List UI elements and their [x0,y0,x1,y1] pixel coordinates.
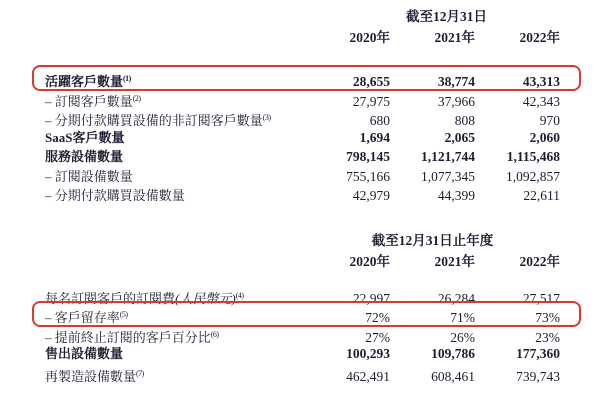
year-col-2020: 2020年 [349,30,390,45]
row-value-2020: 1,694 [359,129,390,145]
row-value-2021: 37,966 [437,93,475,109]
year-col-2022: 2022年 [519,30,560,45]
row-value-2021: 608,461 [431,368,475,384]
section-rows [45,286,560,384]
row-value-2022: 739,743 [516,368,560,384]
table-row [45,305,560,325]
row-value-2020: 798,145 [346,149,390,164]
row-label: 服務設備數量 [45,149,124,164]
row-value-2021: 109,786 [431,346,475,361]
row-value-2021: 1,121,744 [421,149,475,164]
row-value-2020: 28,655 [352,74,390,89]
table-row [45,147,560,167]
year-header-row [45,29,560,47]
row-value-2022: 73% [535,310,560,325]
table-section [45,8,560,206]
row-value-2022: 22,611 [523,188,560,203]
row-value-2022: 23% [535,329,560,345]
section-caption-row [45,8,560,25]
footnote-marker: (3) [262,113,271,122]
row-value-2021: 26% [450,329,475,345]
row-label: 售出設備數量 [45,346,124,361]
section-caption-row [45,232,560,249]
table-row [45,325,560,345]
footnote-marker: (6) [210,329,219,339]
table-row [45,186,560,206]
row-value-2022: 1,092,857 [506,168,560,184]
row-value-2021: 1,077,345 [421,168,475,184]
row-label: 活躍客戶數量$^{(1)}$ [45,74,131,89]
row-value-2022: 42,343 [522,93,560,109]
row-value-2022: 177,360 [516,346,560,361]
row-value-2022: 43,313 [522,74,560,89]
year-col-2021: 2021年 [434,30,475,45]
row-value-2021: 38,774 [437,74,475,89]
year-header-row [45,253,560,271]
table-row [45,364,560,384]
row-value-2022: 970 [539,113,560,128]
row-value-2020: 72% [365,310,390,325]
row-value-2020: 27,975 [352,93,390,109]
year-col-2022: 2022年 [519,253,560,269]
row-value-2022: 2,060 [529,129,560,145]
row-label: 每名訂閱客戶的訂閱費(人民幣元)$^{(4)}$ [45,290,244,306]
year-col-2021: 2021年 [434,253,475,269]
table-row [45,108,560,128]
row-label: – 分期付款購買設備的非訂閱客戶數量$^{(3)}$ [45,113,271,128]
row-label: – 客戶留存率$^{(5)}$ [45,310,128,325]
footnote-marker: (1) [123,74,131,83]
row-value-2021: 71% [450,310,475,325]
section-caption: 截至12月31日 [406,9,487,24]
row-value-2021: 808 [454,113,475,128]
row-value-2020: 42,979 [352,188,390,203]
table-row [45,167,560,187]
row-label: – 訂閱設備數量 [45,168,133,184]
row-label: 再製造設備數量$^{(7)}$ [45,368,144,384]
footnote-marker: (7) [136,368,144,378]
footnote-marker: (5) [119,310,128,319]
row-value-2022: 27,517 [522,290,560,306]
report-table [45,8,560,383]
table-row [45,89,560,109]
row-value-2021: 44,399 [437,188,475,203]
table-row [45,286,560,306]
table-section [45,232,560,384]
row-value-2020: 22,997 [352,290,390,306]
footnote-marker: (2) [132,93,141,103]
table-row [45,128,560,148]
row-label: SaaS客戶數量 [45,129,125,145]
table-row [45,344,560,364]
section-rows [45,69,560,206]
row-value-2020: 27% [365,329,390,345]
row-value-2021: 26,284 [437,290,475,306]
row-label: – 訂閱客戶數量$^{(2)}$ [45,93,141,109]
section-caption: 截至12月31日止年度 [371,232,494,248]
row-value-2020: 680 [369,113,390,128]
row-label: – 提前終止訂閱的客戶百分比$^{(6)}$ [45,329,219,345]
row-value-2020: 100,293 [346,346,390,361]
row-value-2022: 1,115,468 [506,149,560,164]
year-col-2020: 2020年 [349,253,390,269]
row-value-2021: 2,065 [444,129,475,145]
row-value-2020: 462,491 [346,368,390,384]
footnote-marker: (4) [235,290,244,300]
row-value-2020: 755,166 [346,168,390,184]
table-row [45,69,560,89]
row-label: – 分期付款購買設備數量 [45,188,185,203]
